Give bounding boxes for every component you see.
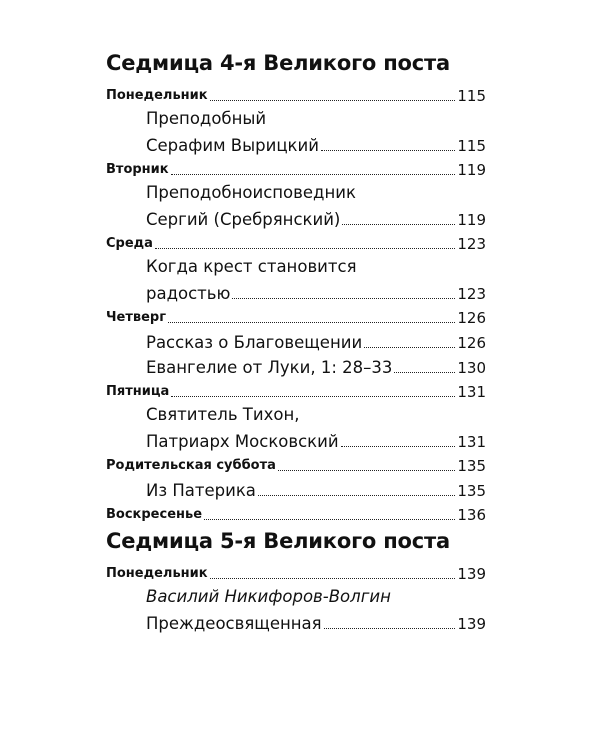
toc-entry[interactable] — [106, 353, 486, 378]
toc-page-number: 126 — [457, 334, 486, 352]
dot-leader — [324, 628, 456, 629]
dot-leader — [341, 446, 456, 447]
toc-section-week-5 — [106, 526, 486, 634]
toc-entry[interactable] — [106, 205, 486, 230]
toc-page-number: 123 — [457, 235, 486, 253]
dot-leader — [364, 347, 455, 348]
toc-entry-line1: Святитель Тихон, — [146, 405, 300, 424]
toc-page-number: 126 — [457, 309, 486, 327]
toc-entry-line1: Преподобный — [146, 109, 267, 128]
toc-entry-author: Василий Никифоров-Волгин — [146, 587, 391, 606]
toc-entry-label: Серафим Вырицкий — [146, 136, 319, 155]
toc-day-entry[interactable] — [106, 501, 486, 525]
toc-entry-label: радостью — [146, 284, 231, 303]
toc-day-entry[interactable] — [106, 82, 486, 106]
toc-page-number: 131 — [457, 383, 486, 401]
toc-entry-label: Рассказ о Благовещении — [146, 333, 363, 352]
toc-page-number: 119 — [457, 211, 486, 229]
toc-page-number: 135 — [457, 482, 486, 500]
toc-day-label: Среда — [106, 236, 153, 251]
toc-entry-label: Патриарх Московский — [146, 432, 339, 451]
dot-leader — [171, 396, 455, 397]
toc-entry[interactable] — [106, 427, 486, 452]
dot-leader — [394, 372, 455, 373]
dot-leader — [204, 519, 455, 520]
dot-leader — [168, 322, 455, 323]
toc-entry[interactable] — [106, 279, 486, 304]
toc-page-number: 136 — [457, 506, 486, 524]
dot-leader — [258, 495, 455, 496]
toc-page-number: 115 — [457, 137, 486, 155]
dot-leader — [155, 248, 455, 249]
toc-entry-label: Сергий (Сребрянский) — [146, 210, 341, 229]
toc-day-entry[interactable] — [106, 304, 486, 328]
section-title: Седмица 5-я Великого поста — [106, 529, 450, 553]
toc-page-number: 139 — [457, 615, 486, 633]
toc-page-number: 135 — [457, 457, 486, 475]
toc-day-entry[interactable] — [106, 560, 486, 584]
toc-entry[interactable] — [106, 609, 486, 634]
toc-entry-label: Евангелие от Луки, 1: 28–33 — [146, 358, 393, 377]
section-title: Седмица 4-я Великого поста — [106, 51, 450, 75]
toc-entry[interactable] — [106, 131, 486, 156]
toc-day-label: Понедельник — [106, 88, 208, 103]
toc-entry-label: Из Патерика — [146, 481, 256, 500]
toc-day-label: Родительская суббота — [106, 458, 276, 473]
toc-entry-line1: Преподобноисповедник — [146, 183, 356, 202]
dot-leader — [278, 470, 455, 471]
toc-day-entry[interactable] — [106, 452, 486, 476]
toc-day-entry[interactable] — [106, 156, 486, 180]
dot-leader — [210, 100, 456, 101]
toc-page-number: 123 — [457, 285, 486, 303]
toc-page-number: 115 — [457, 87, 486, 105]
toc-day-label: Воскресенье — [106, 507, 203, 522]
toc-day-entry[interactable] — [106, 230, 486, 254]
toc-page-number: 131 — [457, 433, 486, 451]
toc-day-label: Понедельник — [106, 566, 208, 581]
toc-day-label: Четверг — [106, 310, 166, 325]
toc-entry-line1: Когда крест становится — [146, 257, 357, 276]
dot-leader — [342, 224, 455, 225]
dot-leader — [232, 298, 455, 299]
dot-leader — [171, 174, 456, 175]
toc-day-label: Вторник — [106, 162, 169, 177]
toc-day-label: Пятница — [106, 384, 170, 399]
toc-page-number: 139 — [457, 565, 486, 583]
toc-section-week-4 — [106, 48, 486, 525]
toc-page-number: 119 — [457, 161, 486, 179]
toc-day-entry[interactable] — [106, 378, 486, 402]
toc-entry[interactable] — [106, 328, 486, 353]
dot-leader — [210, 578, 456, 579]
toc-entry[interactable] — [106, 476, 486, 501]
toc-entry-label: Преждеосвященная — [146, 614, 322, 633]
toc-page-number: 130 — [457, 359, 486, 377]
dot-leader — [321, 150, 455, 151]
